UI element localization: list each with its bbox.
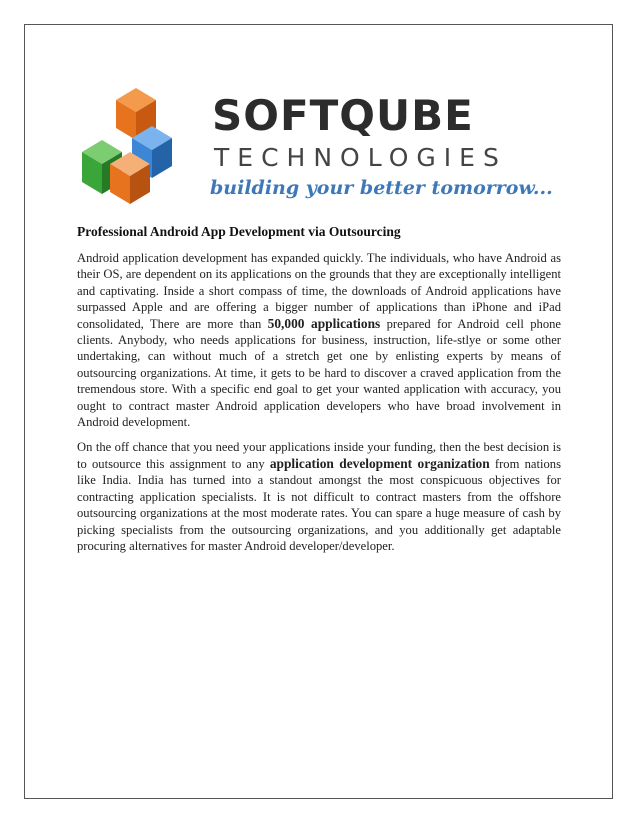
paragraph-1-text-start: Android application development has expanded quickly. The individuals, who have Android as their OS, are dependent on its applications on the grounds that they are exceptionally intelligent and captivating. Inside a short compass of time, the downloads of Android applications have surpassed Apple and are offering a bigger number of applications than iPhone and iPad consolidated, There are more than bbox=[77, 251, 561, 331]
paragraph-1-text-end: prepared for Android cell phone clients. Anybody, who needs applications for business, instruction, life-stlye or some other undertaking, can without much of a stretch get one by enlisting experts by means of outsourcing organizations. At time, it gets to be hard to discover a craved application from the tremendous store. With a specific end goal to get your wanted application with accuracy, you ought to contract master Android application developers who have broad involvement in Android development. bbox=[77, 316, 562, 430]
softqube-logo bbox=[74, 80, 554, 210]
paragraph-2 bbox=[77, 439, 561, 554]
paragraph-1 bbox=[77, 250, 561, 430]
logo-tagline: building your better tomorrow... bbox=[210, 177, 553, 199]
logo-brand: SOFTQUBE bbox=[212, 91, 474, 140]
logo-subtitle: TECHNOLOGIES bbox=[214, 143, 507, 172]
paragraph-2-bold: application development organization bbox=[269, 455, 490, 471]
paragraph-2-text-end: from nations like India. India has turned into a standout amongst the most conspicuous objectives for contracting application specialists. It is not difficult to contract masters from the offshore outsourcing organizations at the most moderate rates. You can spare a huge measure of cash by picking specialists from the outsourcing organizations, and you additionally get adaptable procuring alternatives for master Android developer/developer. bbox=[77, 456, 561, 553]
paragraph-2-text-start: On the off chance that you need your applications inside your funding, then the best decision is to outsource this assignment to any bbox=[77, 440, 561, 471]
article-body bbox=[77, 250, 561, 563]
paragraph-1-bold: 50,000 applications bbox=[267, 315, 381, 331]
article-heading: Professional Android App Development via Outsourcing bbox=[77, 224, 401, 239]
